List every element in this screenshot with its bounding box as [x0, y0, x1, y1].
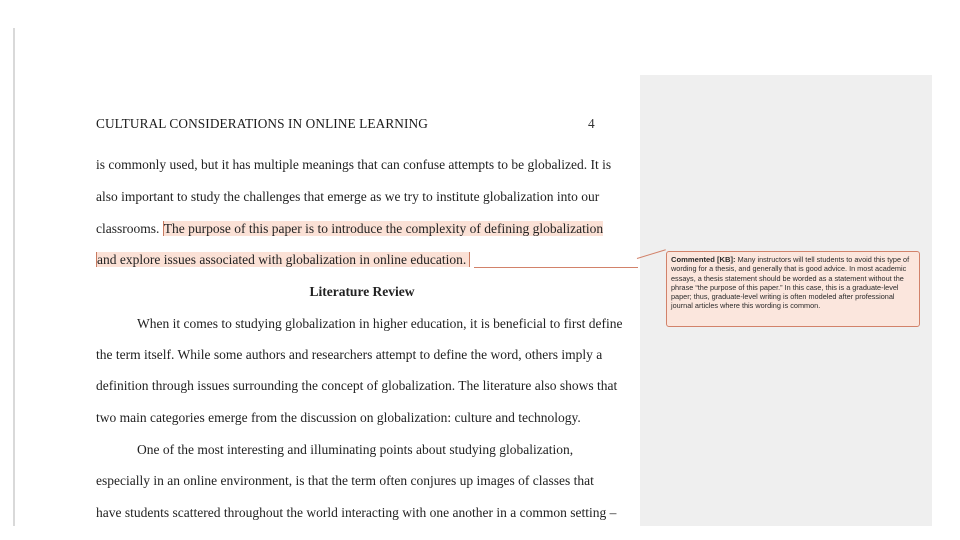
commented-text-highlight[interactable]: The purpose of this paper is to introduce the complexity of defining globalization [163, 221, 604, 236]
body-line: the term itself. While some authors and researchers attempt to define the word, others imply a [96, 347, 603, 362]
commented-text-highlight[interactable]: and explore issues associated with globalization in online education. [96, 252, 470, 267]
running-head: CULTURAL CONSIDERATIONS IN ONLINE LEARNING [96, 116, 428, 131]
body-line: is commonly used, but it has multiple meanings that can confuse attempts to be globalized. It is [96, 157, 612, 172]
line-prefix: classrooms. [96, 221, 160, 236]
body-line [96, 252, 470, 268]
body-line: have students scattered throughout the world interacting with one another in a common setting – [96, 505, 617, 520]
page-number: 4 [588, 116, 595, 131]
body-line: also important to study the challenges that emerge as we try to institute globalization into our [96, 189, 600, 204]
comment-balloon[interactable] [666, 251, 920, 327]
comment-author: Commented [KB]: [671, 255, 736, 264]
comment-connector-line [474, 267, 638, 268]
body-line: When it comes to studying globalization in higher education, it is beneficial to first define [137, 316, 623, 331]
body-line: One of the most interesting and illuminating points about studying globalization, [137, 442, 574, 457]
body-line: especially in an online environment, is that the term often conjures up images of classes that [96, 473, 594, 488]
body-line: definition through issues surrounding the concept of globalization. The literature also shows that [96, 378, 618, 393]
body-line: two main categories emerge from the discussion on globalization: culture and technology. [96, 410, 581, 425]
comment-text: Many instructors will tell students to avoid this type of wording for a thesis, and generally that is good advice. In most academic essays, a thesis statement should be worded as a statement without the phrase “the purpose of this paper.” In this case, this is a graduate-level paper; thus, graduate-level writing is often modeled after professional journal articles where this wording is common. [671, 255, 910, 311]
body-line [96, 221, 603, 237]
section-heading: Literature Review [309, 284, 415, 299]
